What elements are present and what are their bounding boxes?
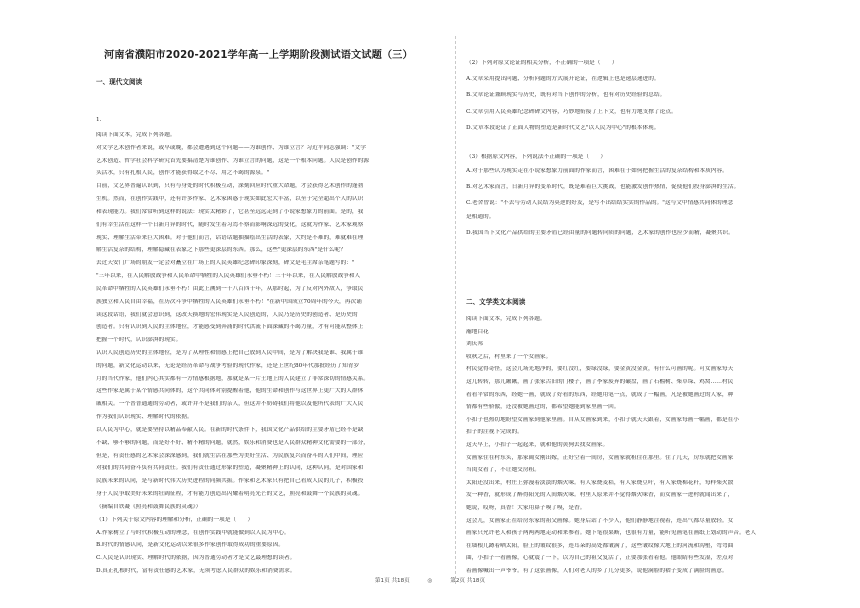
text-line: 小扣子也热切地盼望女画家到他家里画。自从女画家到来，小扣子就天天跟着，女画家每画一幅画，都是在小 xyxy=(466,417,739,423)
text-line: 着画像喊出一声爷爷。有了这张画像，人们对老人的乡了几分更多，说他满脸的褶子变成了满脸的画意。 xyxy=(466,568,728,574)
text-line: "三年以来，在人民解放战争和人民革命中牺牲的人民英雄们永垂不朽！三十年以来，在人民解放战争和人 xyxy=(96,273,361,279)
text-line: 是相通的。 xyxy=(466,214,495,220)
text-line: 看看平常的东西，经她一画，就成了好看的东西，经她用笔一点，就成了一幅画，凡是被她画过的人家，种 xyxy=(466,392,734,398)
text-line: （3）根据原文内容，下列说法不正确的一项是（ ） xyxy=(466,154,607,160)
text-line: A.作家树立了与时代积极互动的理念，在创作实践中就能做到以人民为中心。 xyxy=(96,530,290,536)
page-title: 河南省濮阳市2020-2021学年高一上学期阶段测试语文试题（三） xyxy=(104,50,413,61)
text-line: 认识人民创造历史的主体地位，是为了从理性和情感上把自己放到人民中间，是为了解决我是谁、我属于谁 xyxy=(96,350,364,356)
text-line: D.我国当下文化产品供给的主要矛盾已经由量的问题转向质的问题，艺术家的创作也应少而精，凝聚共识。 xyxy=(466,230,734,236)
text-line: 情都有些骄傲，还没被她画过的，都希望她能到家里画一回。 xyxy=(466,404,620,410)
text-line: 生机。然而，在创作实践中，还有许多作家、艺术家困惑于现实如此宏大丰富，以至于完全超出个人的认识 xyxy=(96,196,364,202)
text-line: 村民觉得奇怪，这会儿场光地净的，要红没红，要绿没绿，要金黄没金黄，有什么可画的呢。可女画家每天 xyxy=(466,366,734,372)
text-line: A.对于那些认为现实走在小说家想象力前面的作家而言，困难在于如何把握生活的复杂结构和本质内容。 xyxy=(466,168,728,174)
text-line: （摘编自铁凝《照亮和鼓舞民族的灵魂》） xyxy=(96,504,202,510)
text-line: （2）下列对原文论证的相关分析，不正确的一项是（ ） xyxy=(466,60,618,66)
text-line: 们有幸生活在这样一个日新月异的时代，随时发生着习焉不察而影响深远的变化，这就为作家、艺术家观察 xyxy=(96,222,364,228)
text-line: 作为我们认识现实、理解时代的依据。 xyxy=(96,414,193,420)
footer-mark: ◎ xyxy=(427,578,433,584)
text-line: 这会儿，女画家正在给房东家的祖父画像。她身后站了不少人，他们静静地注视着，连出气都尽量放轻。女 xyxy=(466,518,734,524)
text-line: D.真正扎根时代，富有责任感的艺术家，无须考虑人民群众的娱乐和消费需求。 xyxy=(96,568,296,574)
page-footer xyxy=(0,576,860,584)
text-line: 太阳还没出来，村庄上弥漫着淡淡的烟火味。有人家烧麦秸，有人家烧豆叶，有人家烧棉花秆，每样柴火散 xyxy=(466,480,734,486)
text-line: 曲，小扣子一看画像，心就震了一下，以为自己的祖父复活了，正要那张看着他。他眼睛有些发湿，差点对 xyxy=(466,555,734,561)
text-line: A.文章采用提出问题、分析问题的方式展开论证，在逻辑上也是递层递进的。 xyxy=(466,76,660,82)
text-line: 现实、理解生活带来巨大困难。对于他们而言，话语话题抽描绘出生活的表象，大约是不难的，难就难在理 xyxy=(96,235,364,241)
text-line: 这些作家是属于某个情感共同体的，这个共同体对别提醒着他，他的生命和创作与这世界上更广大的人群休 xyxy=(96,388,364,394)
text-line: 目前，文艺界普遍认识到，只有与身处的时代积极互动，深刻回应时代重大命题，才会获得艺术创作的蓬勃 xyxy=(96,183,364,189)
text-line: 和表现能力。我们常常听到这样的说法：现实太精彩了，它甚至远远走到了小说家想象力的前面。是的，我 xyxy=(96,209,364,215)
text-line: （1）下列关于原文内容的理解和分析，正确的一项是（ ） xyxy=(96,517,254,523)
footer-page-right: 第2页 共18页 xyxy=(450,578,486,584)
text-line: 民族未来的认同，是与新时代伟大历史进程的同频共振。作家和艺术家只有把自己看成人民的儿子，积极投 xyxy=(96,478,364,484)
text-line: 当闺女看了，不让她交房租。 xyxy=(466,467,540,473)
text-line: 解生活复杂的结构，理解隐藏在表象之下那些更深层的东西。那么，这些"更深层的东西"是什么呢？ xyxy=(96,247,346,253)
text-line: 创造者。只有认识到人民的主体地位，才能感受到奔涌的时代洪流下面深藏的不竭力量，才有可能从整体上 xyxy=(96,324,364,330)
text-line: 这天早上，小扣子一起起来，就和他的黄狗去找女画家。 xyxy=(466,442,609,448)
text-line: 画家只允许老人和孩子两两两地走动和来参看。她下笔很果断，也很有力量，能听见画笔在画纸上划动的声音。老人 xyxy=(466,530,757,536)
question-number: 1. xyxy=(96,117,102,123)
section-heading-literary-text: 二、文学类文本阅读 xyxy=(466,298,526,306)
section-heading-modern-text: 一、现代文阅读 xyxy=(96,78,143,86)
text-line: 她说，哎呀，真香！大家用鼻子嗅了嗅，是香。 xyxy=(466,505,586,511)
text-line: 戚相关。一个普普通通的劳动者，或许并不是我们的亲人，但这并不妨碍我们将他以及他所代表的广大人民 xyxy=(96,401,364,407)
text-line: 族独立和人民自由幸福，在历次斗争中牺牲的人民英雄们永垂不朽！"在新中国成立70周年的今天，再次诵 xyxy=(96,299,362,305)
text-line: 头活水，只有扎根人民，创作才能获得取之不尽、用之不竭的源泉。" xyxy=(96,170,270,176)
text-line: C.人民是认识现实、理解时代的依据，因为普通劳动者才是文艺最理想的读者。 xyxy=(96,555,296,561)
text-line: 对我们的共同奋斗负有共同责任。我们有责任通过形象的塑造，凝聚精神上的认同，这种认同，是对国家和 xyxy=(96,465,364,471)
text-line: 以人民为中心，就是要坚持以精品奉献人民。在新的时代条件下，我国文化产品供给的主要矛盾已经不是缺 xyxy=(96,427,364,433)
column-divider xyxy=(455,36,456,584)
text-line: 读这段话语，我们就会意识到，这改天换地的宏伟现实是人民创造的，人民乃是历史的创造者、是历史的 xyxy=(96,312,358,318)
text-line: 瀚地白花 xyxy=(466,329,489,335)
text-line: 在墙根儿蹲着晒太阳，脸上的皱纹很多，连耳朵的高处都皱满了，这些皱纹像大地上的河流和沟壑，弯弯曲 xyxy=(466,543,734,549)
text-line: D.文章本段论证了正面人物的塑造是新时代文艺"以人民为中心"的根本体现。 xyxy=(466,125,660,131)
text-line: 发一种香，就形成了醉得阳光的人间烟火味。村里人原来并不觉得烟火味香，而女画家一进村就闻出来了， xyxy=(466,492,734,498)
footer-page-left: 第1页 共18页 xyxy=(374,578,410,584)
text-line: 月的当代作家，他们内心其实都有一方情感根据地，那就是某一片土地上的人民建立了非常深切的情感关系。 xyxy=(96,376,369,382)
text-line: 不缺、够不够的问题，而是好不好、精不精的问题，就然，娱乐和消费也是人民群众精神文化需要的一部分， xyxy=(96,440,369,446)
text-line: 艺术创造、哲学社会科学研究首先要搞清楚为谁创作、为谁立言的问题，这是一个根本问题。人民是创作的源 xyxy=(96,158,369,164)
text-line: 扣子的注视下完成的。 xyxy=(466,429,523,435)
text-line: 身于人民争取美好未来的壮阔征程，才有能力创造出闪耀着明亮光芒的文艺，照亮和鼓舞一个民族的灵魂。 xyxy=(96,491,364,497)
text-line: 去过天安门广场的朋友一定会对矗立在广场上的人民英雄纪念碑印象深刻，碑文是毛主席亲笔题写的：" xyxy=(96,260,355,266)
text-line: 的问题，新文化运动以来，无论是经历革命与战争考验的现代作家，还是上世纪80年代那批经历了知青岁 xyxy=(96,363,360,369)
text-line: 阅读下面文本，完成下列各题。 xyxy=(96,132,176,138)
text-line: 女画家住在村东头，那家阔女刚出嫁，正好空着一间房，女画家就租住在那里。住了几天，房东就把女画家 xyxy=(466,455,734,461)
text-line: 收秋之后，村里来了一个女画家。 xyxy=(466,354,552,360)
text-line: 刘庆邦 xyxy=(466,341,484,347)
text-line: 把握一个时代，认识澎湃的现实。 xyxy=(96,337,182,343)
text-line: B.文章论证兼顾现实与历史，既有对当下创作的分析，也有对历史经验的总结。 xyxy=(466,92,666,98)
text-line: 阅读下面文本，完成下列各题。 xyxy=(466,316,546,322)
text-line: B.对艺术家而言，日新月异的变革时代，既是难着巨大挑战，也能激发创作热情，促使他们投身澎湃的生活。 xyxy=(466,184,740,190)
text-line: B.时代的情感认同，是新文化运动以来很多作家创作取得成功的重要原因。 xyxy=(96,542,284,548)
text-line: 民革命中牺牲的人民英雄们永垂不朽！由此上溯到一千八百四十年，从那时起，为了反对内外敌人，争取民 xyxy=(96,286,364,292)
text-line: 这儿转转，那儿瞅瞅，画了张家古旧的门楼子，画了李家废弃的碾盘，画了石榴树、柴草垛、鸡窝……村民 xyxy=(466,379,734,385)
text-line: 但是，有责任感的艺术家会深深感到，我们就生活在那些为美好生活、为民族复兴而奋斗的人们中间，理应 xyxy=(96,453,364,459)
text-line: C.老舍曾说："不去与劳动人民结为莫逆的好友，是写不出结结实实的作品的。"这与文中情感共同体的理念 xyxy=(466,200,734,206)
text-line: 对文学艺术创作者来说，或早或晚，都会遭遇到这个问题——为谁创作、为谁立言？习近平同志强调："文学 xyxy=(96,145,366,151)
text-line: C.文章引用人民英雄纪念碑碑文内容，巧妙地衔接了上下文，也有力地支撑了论点。 xyxy=(466,109,677,115)
